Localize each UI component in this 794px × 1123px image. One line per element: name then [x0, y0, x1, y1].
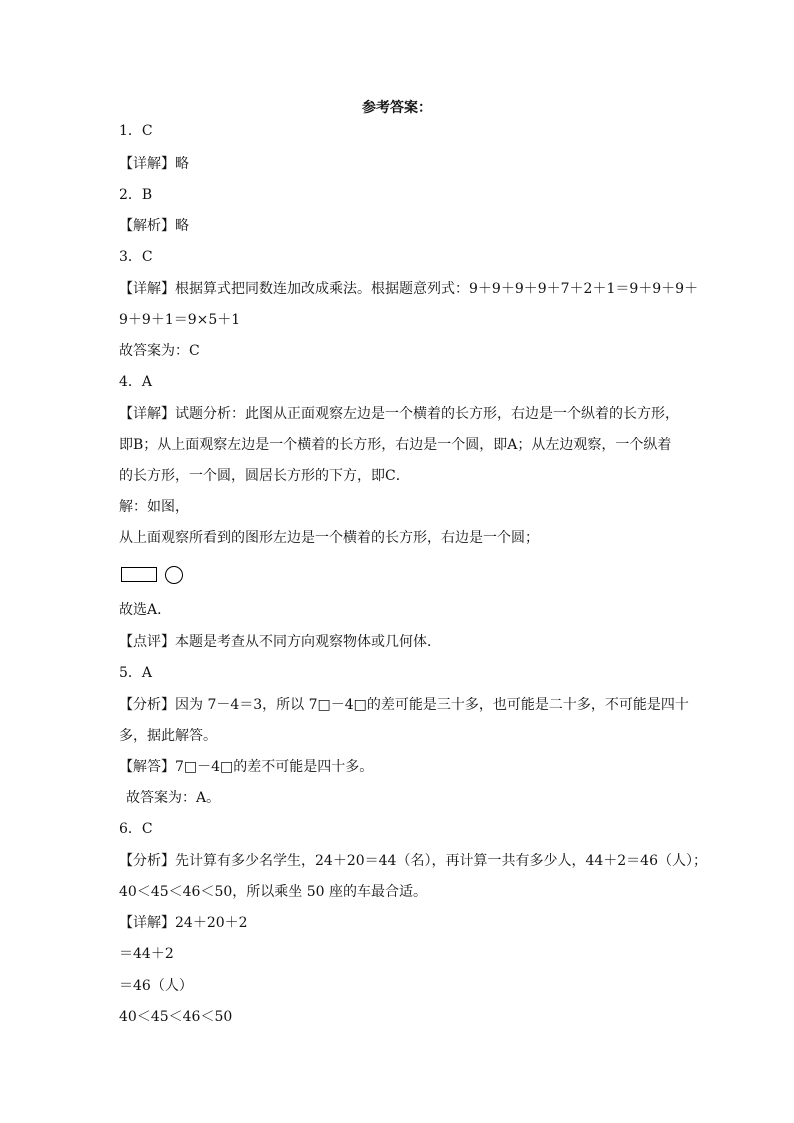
answer-5-solution: 【解答】7□－4□的差不可能是四十多。: [119, 759, 374, 775]
answer-4-solution-text: 从上面观察所看到的图形左边是一个横着的长方形，右边是一个圆；: [119, 530, 539, 546]
answer-5-analysis-line1: 【分析】因为 7－4＝3，所以 7□－4□的差可能是三十多，也可能是二十多，不可能是四十: [119, 697, 689, 713]
answer-4-comment: 【点评】本题是考查从不同方向观察物体或几何体．: [119, 634, 441, 650]
answer-1: 1．C: [119, 123, 153, 139]
circle-shape: [165, 566, 183, 584]
answer-2-analysis: 【解析】略: [119, 218, 189, 234]
answer-2: 2．B: [119, 187, 153, 203]
answer-5-analysis-line2: 多，据此解答。: [119, 728, 217, 744]
answer-6: 6．C: [119, 821, 153, 837]
answer-6-detail-step2: ＝44＋2: [119, 946, 174, 962]
answer-6-analysis-line1: 【分析】先计算有多少名学生，24＋20＝44（名），再计算一共有多少人，44＋2＝46（人）；: [119, 853, 707, 869]
answer-6-detail-step1: 【详解】24＋20＋2: [119, 915, 248, 931]
rectangle-shape: [121, 567, 157, 582]
answer-4-detail-line1: 【详解】试题分析：此图从正面观察左边是一个横着的长方形，右边是一个纵着的长方形，: [119, 406, 679, 422]
answer-4-detail-line3: 的长方形，一个圆，圆居长方形的下方，即C．: [119, 468, 410, 484]
answer-3-detail-line1: 【详解】根据算式把同数连加改成乘法。根据题意列式：9＋9＋9＋9＋7＋2＋1＝9＋9＋9＋: [119, 281, 699, 297]
page-title: 参考答案：: [362, 100, 432, 116]
answer-3: 3．C: [119, 249, 153, 265]
top-view-figure: [121, 566, 191, 584]
answer-5: 5．A: [119, 665, 153, 681]
answer-5-conclusion: 故答案为：A。: [126, 790, 221, 806]
answer-6-detail-step4: 40＜45＜46＜50: [119, 1009, 233, 1025]
answer-6-analysis-line2: 40＜45＜46＜50，所以乘坐 50 座的车最合适。: [119, 884, 427, 900]
answer-4-choice: 故选A．: [119, 602, 172, 618]
answer-1-detail: 【详解】略: [119, 156, 189, 172]
answer-3-conclusion: 故答案为：C: [119, 343, 200, 359]
answer-6-detail-step3: ＝46（人）: [119, 978, 193, 994]
answer-4-detail-line2: 即B；从上面观察左边是一个横着的长方形，右边是一个圆，即A；从左边观察，一个纵着: [119, 437, 672, 453]
answer-4: 4．A: [119, 374, 153, 390]
answer-3-detail-line2: 9＋9＋1＝9×5＋1: [119, 312, 241, 328]
answer-4-solution-intro: 解：如图，: [119, 499, 189, 515]
